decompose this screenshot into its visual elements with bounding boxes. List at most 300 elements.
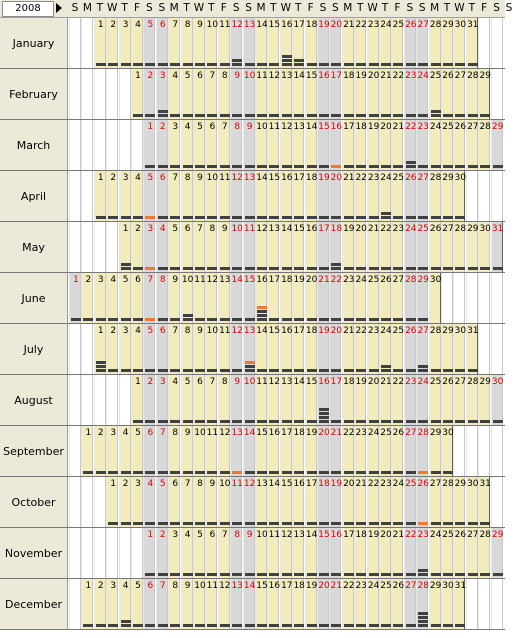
day-cell[interactable] (168, 69, 180, 119)
event-marker[interactable] (393, 318, 403, 321)
event-marker[interactable] (356, 369, 366, 372)
event-marker[interactable] (307, 267, 317, 270)
day-cell[interactable] (156, 18, 168, 68)
event-marker[interactable] (319, 63, 329, 66)
event-marker[interactable] (207, 165, 217, 168)
event-marker[interactable] (121, 624, 131, 627)
event-marker[interactable] (381, 114, 391, 117)
day-cell[interactable] (193, 69, 205, 119)
event-marker[interactable] (294, 369, 304, 372)
highlight-marker[interactable] (418, 471, 428, 474)
day-cell[interactable] (193, 324, 205, 374)
event-marker[interactable] (356, 216, 366, 219)
event-marker[interactable] (257, 267, 267, 270)
day-cell[interactable] (441, 222, 453, 272)
day-cell[interactable] (354, 477, 366, 527)
day-cell[interactable] (429, 375, 441, 425)
event-marker[interactable] (282, 165, 292, 168)
event-marker[interactable] (158, 369, 168, 372)
event-marker[interactable] (257, 310, 267, 313)
day-cell[interactable] (429, 120, 441, 170)
event-marker[interactable] (257, 369, 267, 372)
event-marker[interactable] (170, 522, 180, 525)
day-cell[interactable] (280, 69, 292, 119)
event-marker[interactable] (158, 573, 168, 576)
day-cell[interactable] (205, 528, 217, 578)
event-marker[interactable] (431, 420, 441, 423)
event-marker[interactable] (220, 216, 230, 219)
day-cell[interactable] (453, 579, 465, 629)
event-marker[interactable] (183, 318, 193, 321)
event-marker[interactable] (356, 165, 366, 168)
event-marker[interactable] (183, 624, 193, 627)
event-marker[interactable] (121, 318, 131, 321)
event-marker[interactable] (344, 522, 354, 525)
day-cell[interactable] (230, 18, 242, 68)
event-marker[interactable] (369, 63, 379, 66)
day-cell[interactable] (292, 171, 304, 221)
day-cell[interactable] (453, 477, 465, 527)
event-marker[interactable] (381, 63, 391, 66)
day-cell[interactable] (429, 579, 441, 629)
event-marker[interactable] (480, 420, 490, 423)
day-cell[interactable] (416, 477, 428, 527)
day-cell[interactable] (391, 18, 403, 68)
event-marker[interactable] (133, 267, 143, 270)
day-cell[interactable] (106, 324, 118, 374)
event-marker[interactable] (282, 216, 292, 219)
day-cell[interactable] (267, 273, 279, 323)
day-cell[interactable] (317, 375, 329, 425)
event-marker[interactable] (133, 114, 143, 117)
event-marker[interactable] (195, 573, 205, 576)
day-cell[interactable] (367, 375, 379, 425)
event-marker[interactable] (269, 624, 279, 627)
day-cell[interactable] (168, 579, 180, 629)
day-cell[interactable] (441, 477, 453, 527)
day-cell[interactable] (218, 579, 230, 629)
day-cell[interactable] (156, 171, 168, 221)
event-marker[interactable] (406, 63, 416, 66)
day-cell[interactable] (119, 426, 131, 476)
event-marker[interactable] (96, 361, 106, 364)
day-cell[interactable] (292, 18, 304, 68)
day-cell[interactable] (81, 273, 93, 323)
day-cell[interactable] (106, 18, 118, 68)
event-marker[interactable] (257, 216, 267, 219)
event-marker[interactable] (431, 471, 441, 474)
day-cell[interactable] (143, 477, 155, 527)
event-marker[interactable] (170, 267, 180, 270)
event-marker[interactable] (356, 624, 366, 627)
event-marker[interactable] (307, 522, 317, 525)
event-marker[interactable] (245, 365, 255, 368)
day-cell[interactable] (119, 18, 131, 68)
day-cell[interactable] (94, 324, 106, 374)
event-marker[interactable] (369, 471, 379, 474)
event-marker[interactable] (220, 318, 230, 321)
event-marker[interactable] (331, 624, 341, 627)
event-marker[interactable] (393, 216, 403, 219)
event-marker[interactable] (455, 267, 465, 270)
day-cell[interactable] (168, 426, 180, 476)
event-marker[interactable] (381, 420, 391, 423)
day-cell[interactable] (292, 528, 304, 578)
event-marker[interactable] (381, 165, 391, 168)
day-cell[interactable] (280, 18, 292, 68)
day-cell[interactable] (106, 171, 118, 221)
event-marker[interactable] (369, 114, 379, 117)
day-cell[interactable] (143, 120, 155, 170)
day-cell[interactable] (429, 324, 441, 374)
event-marker[interactable] (282, 573, 292, 576)
day-cell[interactable] (218, 528, 230, 578)
event-marker[interactable] (319, 318, 329, 321)
event-marker[interactable] (133, 216, 143, 219)
day-cell[interactable] (143, 324, 155, 374)
highlight-marker[interactable] (145, 216, 155, 219)
event-marker[interactable] (369, 573, 379, 576)
day-cell[interactable] (230, 375, 242, 425)
event-marker[interactable] (331, 318, 341, 321)
day-cell[interactable] (143, 579, 155, 629)
year-next-arrow-icon[interactable] (56, 3, 62, 13)
event-marker[interactable] (195, 267, 205, 270)
day-cell[interactable] (205, 120, 217, 170)
event-marker[interactable] (344, 369, 354, 372)
highlight-marker[interactable] (145, 267, 155, 270)
event-marker[interactable] (406, 216, 416, 219)
event-marker[interactable] (232, 63, 242, 66)
day-cell[interactable] (69, 273, 81, 323)
day-cell[interactable] (305, 528, 317, 578)
event-marker[interactable] (145, 165, 155, 168)
day-cell[interactable] (131, 171, 143, 221)
day-cell[interactable] (404, 171, 416, 221)
event-marker[interactable] (245, 216, 255, 219)
day-cell[interactable] (181, 222, 193, 272)
event-marker[interactable] (480, 114, 490, 117)
day-cell[interactable] (181, 18, 193, 68)
event-marker[interactable] (158, 267, 168, 270)
day-cell[interactable] (491, 222, 503, 272)
day-cell[interactable] (305, 18, 317, 68)
event-marker[interactable] (307, 165, 317, 168)
event-marker[interactable] (245, 573, 255, 576)
day-cell[interactable] (205, 579, 217, 629)
event-marker[interactable] (294, 420, 304, 423)
event-marker[interactable] (170, 165, 180, 168)
event-marker[interactable] (418, 365, 428, 368)
event-marker[interactable] (406, 420, 416, 423)
event-marker[interactable] (257, 522, 267, 525)
day-cell[interactable] (168, 222, 180, 272)
day-cell[interactable] (131, 579, 143, 629)
day-cell[interactable] (218, 477, 230, 527)
day-cell[interactable] (453, 171, 465, 221)
event-marker[interactable] (393, 573, 403, 576)
event-marker[interactable] (220, 63, 230, 66)
event-marker[interactable] (257, 114, 267, 117)
day-cell[interactable] (267, 528, 279, 578)
day-cell[interactable] (391, 222, 403, 272)
event-marker[interactable] (145, 624, 155, 627)
event-marker[interactable] (220, 369, 230, 372)
highlight-marker[interactable] (245, 361, 255, 364)
event-marker[interactable] (133, 318, 143, 321)
event-marker[interactable] (331, 267, 341, 270)
day-cell[interactable] (453, 18, 465, 68)
event-marker[interactable] (443, 63, 453, 66)
event-marker[interactable] (344, 624, 354, 627)
event-marker[interactable] (158, 522, 168, 525)
event-marker[interactable] (96, 365, 106, 368)
day-cell[interactable] (453, 528, 465, 578)
event-marker[interactable] (269, 471, 279, 474)
day-cell[interactable] (379, 222, 391, 272)
event-marker[interactable] (170, 624, 180, 627)
event-marker[interactable] (96, 624, 106, 627)
day-cell[interactable] (292, 69, 304, 119)
event-marker[interactable] (468, 573, 478, 576)
event-marker[interactable] (245, 522, 255, 525)
event-marker[interactable] (443, 420, 453, 423)
day-cell[interactable] (243, 222, 255, 272)
event-marker[interactable] (319, 522, 329, 525)
day-cell[interactable] (367, 324, 379, 374)
day-cell[interactable] (230, 579, 242, 629)
event-marker[interactable] (369, 420, 379, 423)
event-marker[interactable] (406, 318, 416, 321)
day-cell[interactable] (429, 222, 441, 272)
event-marker[interactable] (331, 216, 341, 219)
event-marker[interactable] (269, 114, 279, 117)
event-marker[interactable] (468, 522, 478, 525)
day-cell[interactable] (156, 375, 168, 425)
day-cell[interactable] (466, 120, 478, 170)
event-marker[interactable] (245, 318, 255, 321)
day-cell[interactable] (267, 222, 279, 272)
day-cell[interactable] (230, 120, 242, 170)
day-cell[interactable] (205, 69, 217, 119)
event-marker[interactable] (121, 471, 131, 474)
event-marker[interactable] (183, 114, 193, 117)
day-cell[interactable] (391, 579, 403, 629)
event-marker[interactable] (307, 420, 317, 423)
event-marker[interactable] (393, 420, 403, 423)
event-marker[interactable] (245, 165, 255, 168)
day-cell[interactable] (280, 375, 292, 425)
event-marker[interactable] (158, 318, 168, 321)
event-marker[interactable] (269, 216, 279, 219)
day-cell[interactable] (329, 375, 341, 425)
event-marker[interactable] (195, 369, 205, 372)
event-marker[interactable] (331, 471, 341, 474)
day-cell[interactable] (131, 18, 143, 68)
day-cell[interactable] (429, 426, 441, 476)
day-cell[interactable] (243, 426, 255, 476)
event-marker[interactable] (282, 59, 292, 62)
event-marker[interactable] (331, 522, 341, 525)
event-marker[interactable] (393, 63, 403, 66)
day-cell[interactable] (416, 171, 428, 221)
event-marker[interactable] (96, 318, 106, 321)
day-cell[interactable] (193, 579, 205, 629)
event-marker[interactable] (418, 318, 428, 321)
day-cell[interactable] (379, 18, 391, 68)
event-marker[interactable] (443, 369, 453, 372)
event-marker[interactable] (195, 318, 205, 321)
event-marker[interactable] (220, 624, 230, 627)
day-cell[interactable] (317, 528, 329, 578)
day-cell[interactable] (119, 324, 131, 374)
day-cell[interactable] (379, 324, 391, 374)
event-marker[interactable] (356, 267, 366, 270)
day-cell[interactable] (329, 579, 341, 629)
event-marker[interactable] (145, 369, 155, 372)
day-cell[interactable] (131, 375, 143, 425)
day-cell[interactable] (205, 171, 217, 221)
day-cell[interactable] (404, 528, 416, 578)
event-marker[interactable] (282, 267, 292, 270)
day-cell[interactable] (429, 18, 441, 68)
event-marker[interactable] (133, 471, 143, 474)
event-marker[interactable] (356, 573, 366, 576)
event-marker[interactable] (393, 267, 403, 270)
event-marker[interactable] (344, 165, 354, 168)
event-marker[interactable] (480, 573, 490, 576)
event-marker[interactable] (183, 420, 193, 423)
event-marker[interactable] (381, 365, 391, 368)
day-cell[interactable] (317, 171, 329, 221)
day-cell[interactable] (119, 579, 131, 629)
event-marker[interactable] (393, 624, 403, 627)
event-marker[interactable] (158, 216, 168, 219)
event-marker[interactable] (307, 63, 317, 66)
event-marker[interactable] (220, 267, 230, 270)
highlight-marker[interactable] (257, 306, 267, 309)
day-cell[interactable] (218, 18, 230, 68)
day-cell[interactable] (143, 426, 155, 476)
day-cell[interactable] (267, 375, 279, 425)
event-marker[interactable] (183, 63, 193, 66)
day-cell[interactable] (478, 222, 490, 272)
day-cell[interactable] (354, 222, 366, 272)
day-cell[interactable] (143, 222, 155, 272)
event-marker[interactable] (331, 63, 341, 66)
event-marker[interactable] (406, 624, 416, 627)
day-cell[interactable] (292, 324, 304, 374)
day-cell[interactable] (230, 324, 242, 374)
day-cell[interactable] (305, 579, 317, 629)
event-marker[interactable] (455, 573, 465, 576)
day-cell[interactable] (280, 579, 292, 629)
event-marker[interactable] (468, 267, 478, 270)
day-cell[interactable] (156, 69, 168, 119)
event-marker[interactable] (282, 369, 292, 372)
event-marker[interactable] (170, 573, 180, 576)
day-cell[interactable] (267, 69, 279, 119)
event-marker[interactable] (344, 216, 354, 219)
event-marker[interactable] (269, 369, 279, 372)
event-marker[interactable] (381, 267, 391, 270)
day-cell[interactable] (404, 273, 416, 323)
day-cell[interactable] (205, 477, 217, 527)
day-cell[interactable] (181, 171, 193, 221)
day-cell[interactable] (255, 375, 267, 425)
event-marker[interactable] (406, 573, 416, 576)
day-cell[interactable] (453, 120, 465, 170)
event-marker[interactable] (195, 216, 205, 219)
event-marker[interactable] (369, 522, 379, 525)
event-marker[interactable] (455, 369, 465, 372)
day-cell[interactable] (81, 579, 93, 629)
event-marker[interactable] (418, 573, 428, 576)
event-marker[interactable] (207, 267, 217, 270)
day-cell[interactable] (292, 426, 304, 476)
day-cell[interactable] (168, 528, 180, 578)
event-marker[interactable] (257, 165, 267, 168)
day-cell[interactable] (478, 528, 490, 578)
event-marker[interactable] (245, 471, 255, 474)
day-cell[interactable] (106, 426, 118, 476)
event-marker[interactable] (245, 63, 255, 66)
day-cell[interactable] (181, 324, 193, 374)
day-cell[interactable] (255, 579, 267, 629)
event-marker[interactable] (145, 573, 155, 576)
event-marker[interactable] (183, 471, 193, 474)
day-cell[interactable] (267, 579, 279, 629)
event-marker[interactable] (133, 522, 143, 525)
event-marker[interactable] (195, 522, 205, 525)
day-cell[interactable] (342, 171, 354, 221)
day-cell[interactable] (404, 579, 416, 629)
event-marker[interactable] (418, 114, 428, 117)
event-marker[interactable] (96, 216, 106, 219)
day-cell[interactable] (305, 324, 317, 374)
event-marker[interactable] (443, 471, 453, 474)
event-marker[interactable] (443, 267, 453, 270)
day-cell[interactable] (255, 69, 267, 119)
day-cell[interactable] (367, 18, 379, 68)
event-marker[interactable] (257, 573, 267, 576)
day-cell[interactable] (168, 375, 180, 425)
day-cell[interactable] (243, 324, 255, 374)
day-cell[interactable] (329, 324, 341, 374)
event-marker[interactable] (108, 318, 118, 321)
event-marker[interactable] (294, 216, 304, 219)
event-marker[interactable] (418, 369, 428, 372)
day-cell[interactable] (143, 69, 155, 119)
event-marker[interactable] (158, 471, 168, 474)
day-cell[interactable] (119, 171, 131, 221)
day-cell[interactable] (466, 18, 478, 68)
day-cell[interactable] (230, 477, 242, 527)
event-marker[interactable] (257, 63, 267, 66)
day-cell[interactable] (491, 375, 503, 425)
event-marker[interactable] (331, 369, 341, 372)
day-cell[interactable] (292, 375, 304, 425)
event-marker[interactable] (282, 63, 292, 66)
day-cell[interactable] (379, 273, 391, 323)
event-marker[interactable] (207, 369, 217, 372)
event-marker[interactable] (443, 522, 453, 525)
event-marker[interactable] (418, 267, 428, 270)
event-marker[interactable] (418, 165, 428, 168)
day-cell[interactable] (255, 324, 267, 374)
day-cell[interactable] (391, 324, 403, 374)
day-cell[interactable] (193, 528, 205, 578)
